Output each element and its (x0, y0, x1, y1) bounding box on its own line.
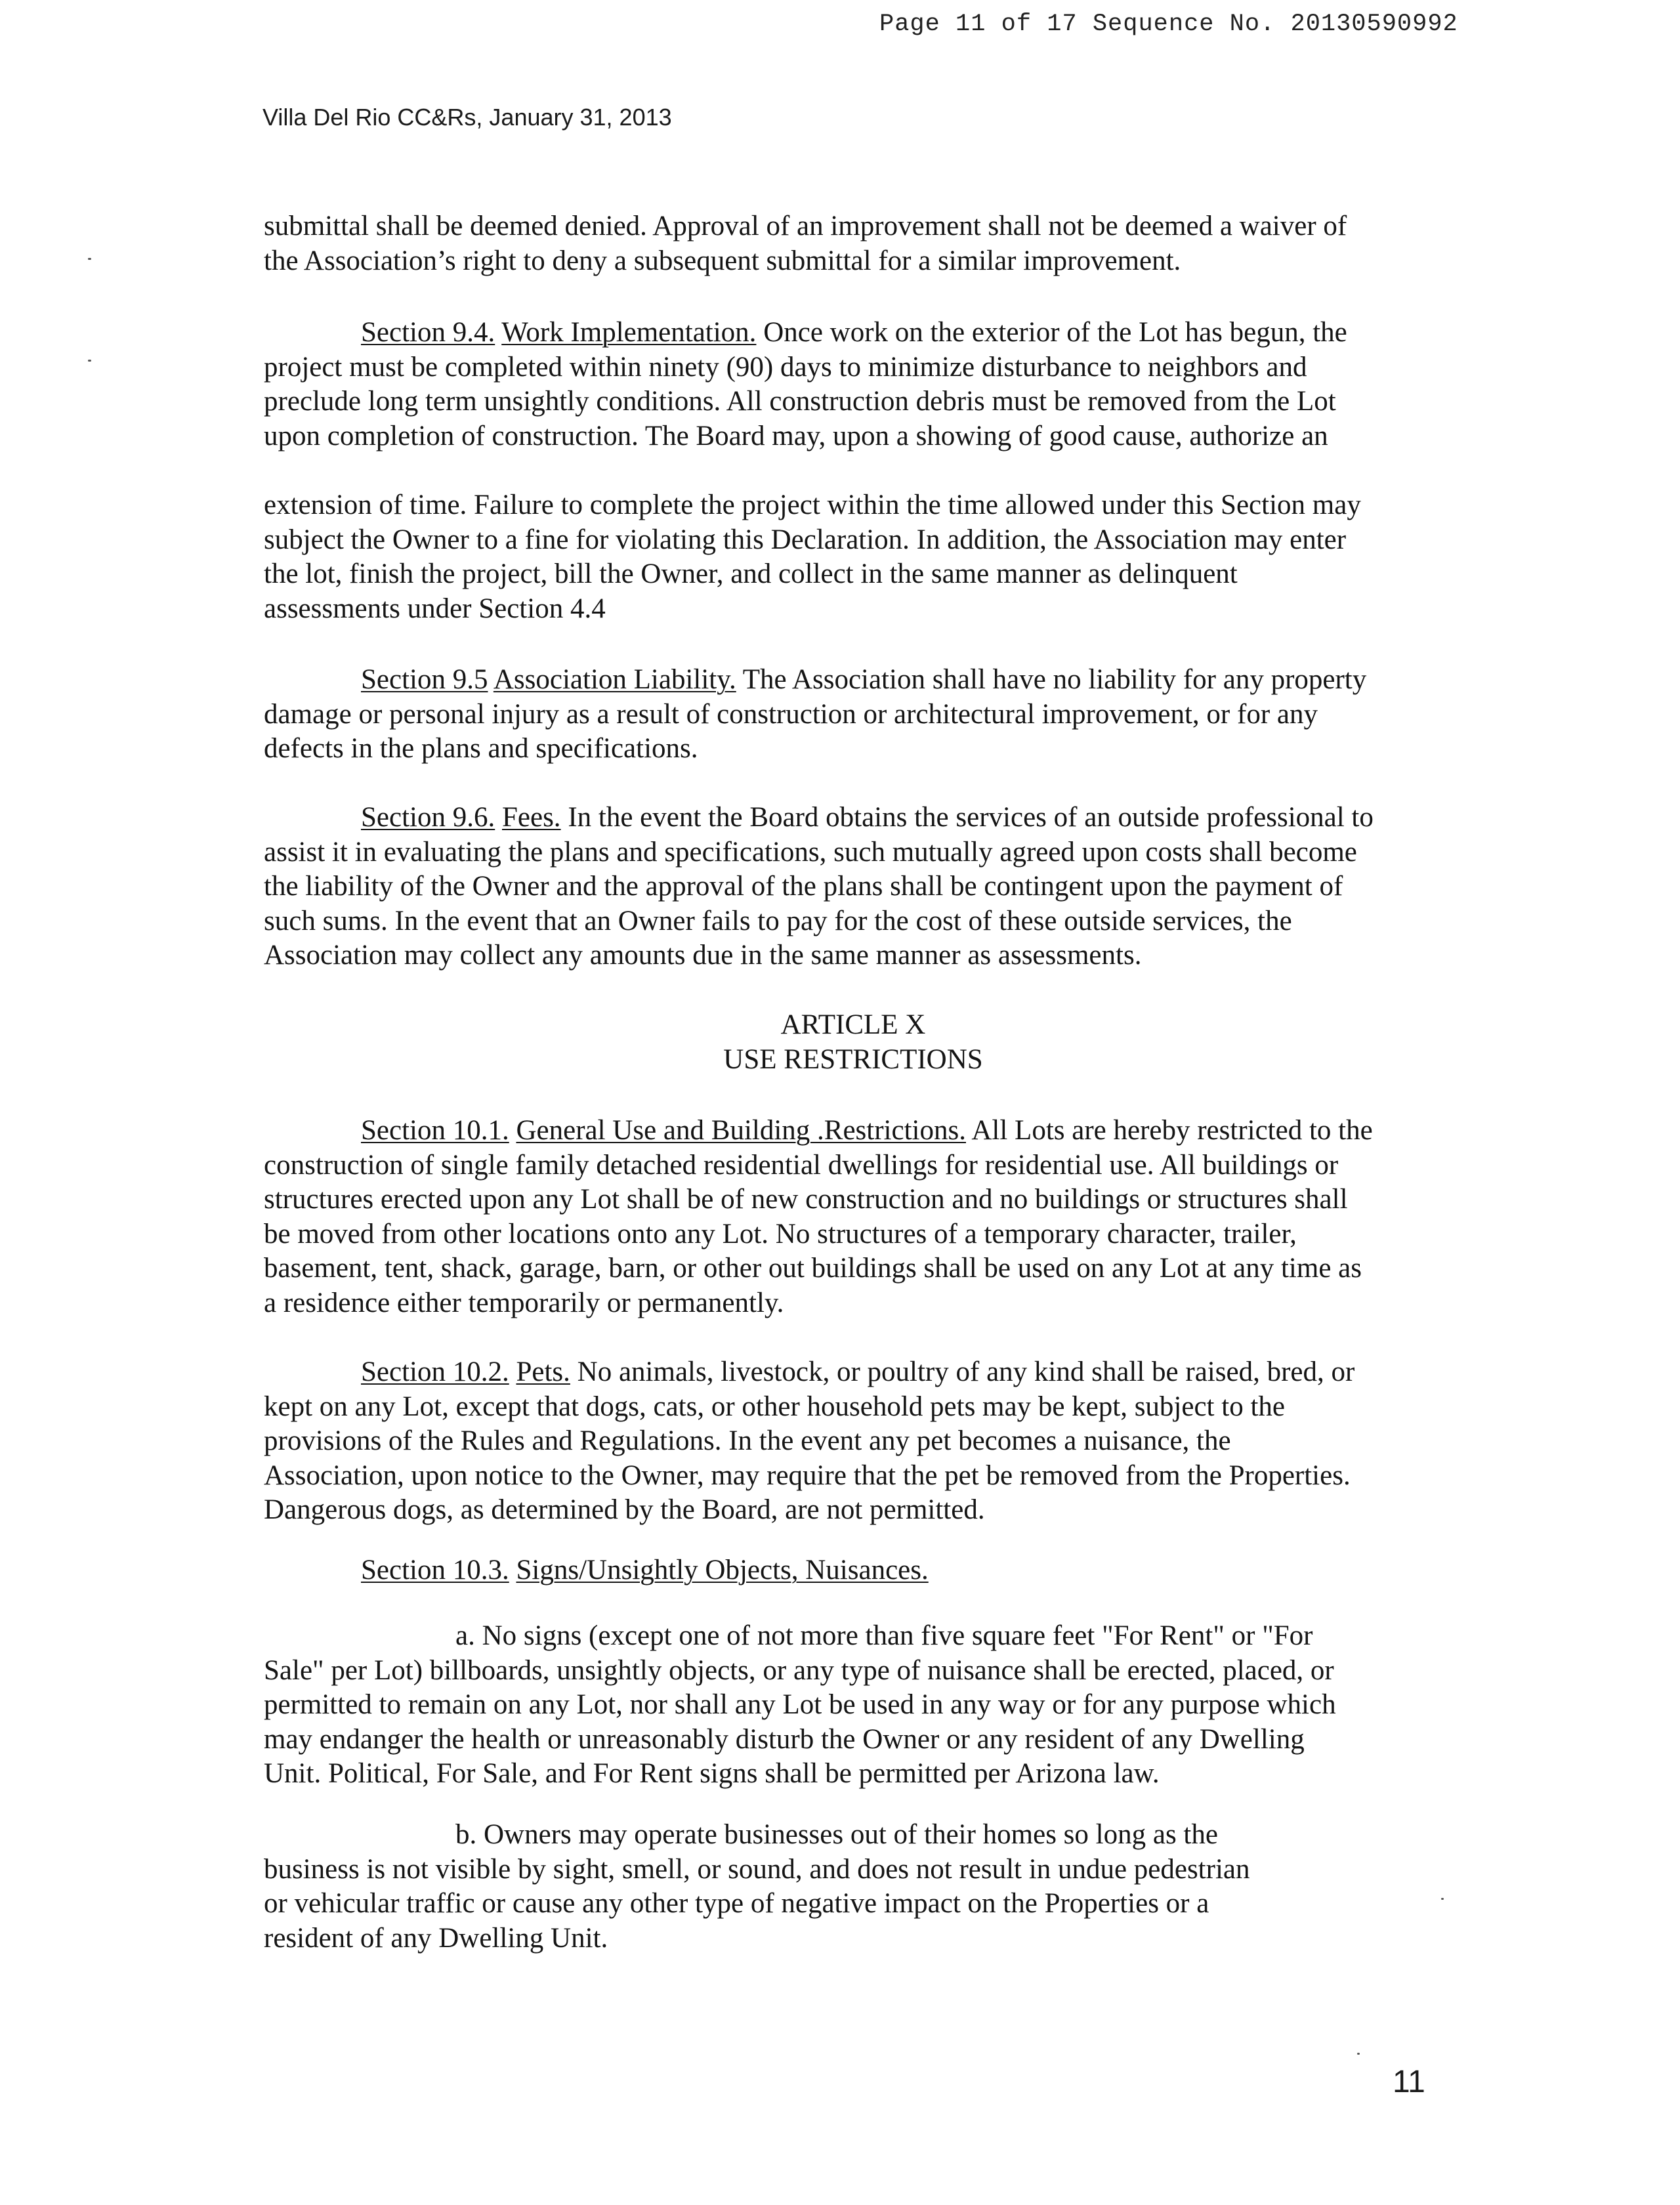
text-line: submittal shall be deemed denied. Approval of an improvement shall not be deemed a waiver of (264, 211, 1347, 242)
section-title: Signs/Unsightly Objects, Nuisances. (516, 1555, 929, 1586)
text-line: business is not visible by sight, smell, or sound, and does not result in undue pedestrian (264, 1853, 1250, 1885)
text-line: Sale" per Lot) billboards, unsightly objects, or any type of nuisance shall be erected, placed, or (264, 1654, 1334, 1686)
subsection-a (264, 1619, 1465, 1792)
text-line: the liability of the Owner and the approval of the plans shall be contingent upon the payment of (264, 871, 1343, 902)
section-number: Section 9.4. (361, 317, 495, 348)
scan-speck (1357, 2053, 1360, 2055)
text-line: Association may collect any amounts due in the same manner as assessments. (264, 940, 1142, 971)
running-header: Villa Del Rio CC&Rs, January 31, 2013 (262, 104, 672, 131)
section-number: Section 10.2. (361, 1356, 509, 1387)
recording-stamp: Page 11 of 17 Sequence No. 20130590992 (879, 10, 1458, 38)
text-line: structures erected upon any Lot shall be of new construction and no buildings or structures shall (264, 1184, 1348, 1215)
text-line: kept on any Lot, except that dogs, cats, or other household pets may be kept, subject to the (264, 1391, 1285, 1422)
text-line: provisions of the Rules and Regulations. In the event any pet becomes a nuisance, the (264, 1425, 1231, 1456)
text-line: a. No signs (except one of not more than five square feet "For Rent" or "For (455, 1620, 1313, 1651)
text-line: extension of time. Failure to complete the project within the time allowed under this Section may (264, 490, 1361, 520)
text-line: No animals, livestock, or poultry of any kind shall be raised, bred, or (577, 1356, 1355, 1387)
text-line: subject the Owner to a fine for violating this Declaration. In addition, the Association may enter (264, 524, 1347, 555)
text-line: assessments under Section 4.4 (264, 593, 606, 624)
section-10-2 (264, 1355, 1465, 1528)
text-line: assist it in evaluating the plans and specifications, such mutually agreed upon costs shall become (264, 836, 1357, 868)
text-line: resident of any Dwelling Unit. (264, 1922, 608, 1954)
article-heading (591, 1007, 1116, 1077)
section-title: Work Implementation. (501, 317, 757, 348)
text-line: permitted to remain on any Lot, nor shall any Lot be used in any way or for any purpose which (264, 1689, 1336, 1720)
section-title: Association Liability. (493, 664, 736, 695)
section-number: Section 9.6. (361, 802, 495, 833)
text-line: Unit. Political, For Sale, and For Rent signs shall be permitted per Arizona law. (264, 1758, 1160, 1789)
article-title: USE RESTRICTIONS (723, 1044, 983, 1075)
text-line: or vehicular traffic or cause any other type of negative impact on the Properties or a (264, 1888, 1209, 1919)
text-line: basement, tent, shack, garage, barn, or other out buildings shall be used on any Lot at any time as (264, 1253, 1362, 1284)
section-10-3 (264, 1553, 1465, 1588)
section-title: Pets. (516, 1356, 570, 1387)
scan-speck (1441, 1898, 1444, 1900)
article-number: ARTICLE X (780, 1009, 926, 1040)
text-line: the lot, finish the project, bill the Owner, and collect in the same manner as delinquent (264, 558, 1238, 589)
text-line: be moved from other locations onto any Lot. No structures of a temporary character, trailer, (264, 1218, 1297, 1250)
text-line: The Association shall have no liability for any property (742, 664, 1367, 695)
text-line: may endanger the health or unreasonably disturb the Owner or any resident of any Dwelling (264, 1723, 1305, 1755)
text-line: Once work on the exterior of the Lot has begun, the (763, 317, 1347, 348)
scan-speck (88, 258, 91, 260)
text-line: a residence either temporarily or permanently. (264, 1287, 784, 1318)
subsection-b (264, 1818, 1465, 1956)
text-line: All Lots are hereby restricted to the (971, 1115, 1373, 1146)
text-line: defects in the plans and specifications. (264, 733, 698, 764)
text-line: damage or personal injury as a result of construction or architectural improvement, or for any (264, 698, 1318, 730)
text-line: project must be completed within ninety (90) days to minimize disturbance to neighbors and (264, 351, 1307, 383)
section-9-5 (264, 663, 1465, 766)
text-line: b. Owners may operate businesses out of their homes so long as the (455, 1819, 1218, 1850)
section-10-1 (264, 1114, 1465, 1320)
text-line: upon completion of construction. The Board may, upon a showing of good cause, authorize an (264, 420, 1328, 452)
section-number: Section 10.3. (361, 1555, 509, 1586)
text-line: Association, upon notice to the Owner, may require that the pet be removed from the Properties. (264, 1460, 1351, 1491)
text-line: preclude long term unsightly conditions. All construction debris must be removed from the Lot (264, 386, 1336, 417)
section-9-6 (264, 801, 1465, 973)
paragraph-intro (264, 209, 1465, 278)
section-number: Section 10.1. (361, 1115, 509, 1146)
text-line: such sums. In the event that an Owner fails to pay for the cost of these outside services, the (264, 905, 1292, 936)
section-9-4 (264, 316, 1465, 453)
section-title: Fees. (501, 802, 561, 833)
text-line: In the event the Board obtains the services of an outside professional to (568, 802, 1374, 833)
text-line: the Association’s right to deny a subsequent submittal for a similar improvement. (264, 245, 1181, 276)
page-number: 11 (1393, 2065, 1425, 2099)
section-number: Section 9.5 (361, 664, 488, 695)
scan-speck (88, 360, 91, 362)
text-line: Dangerous dogs, as determined by the Board, are not permitted. (264, 1494, 985, 1525)
section-9-4-continued (264, 488, 1465, 626)
section-title: General Use and Building .Restrictions. (516, 1115, 966, 1146)
text-line: construction of single family detached residential dwellings for residential use. All buildings or (264, 1149, 1339, 1181)
